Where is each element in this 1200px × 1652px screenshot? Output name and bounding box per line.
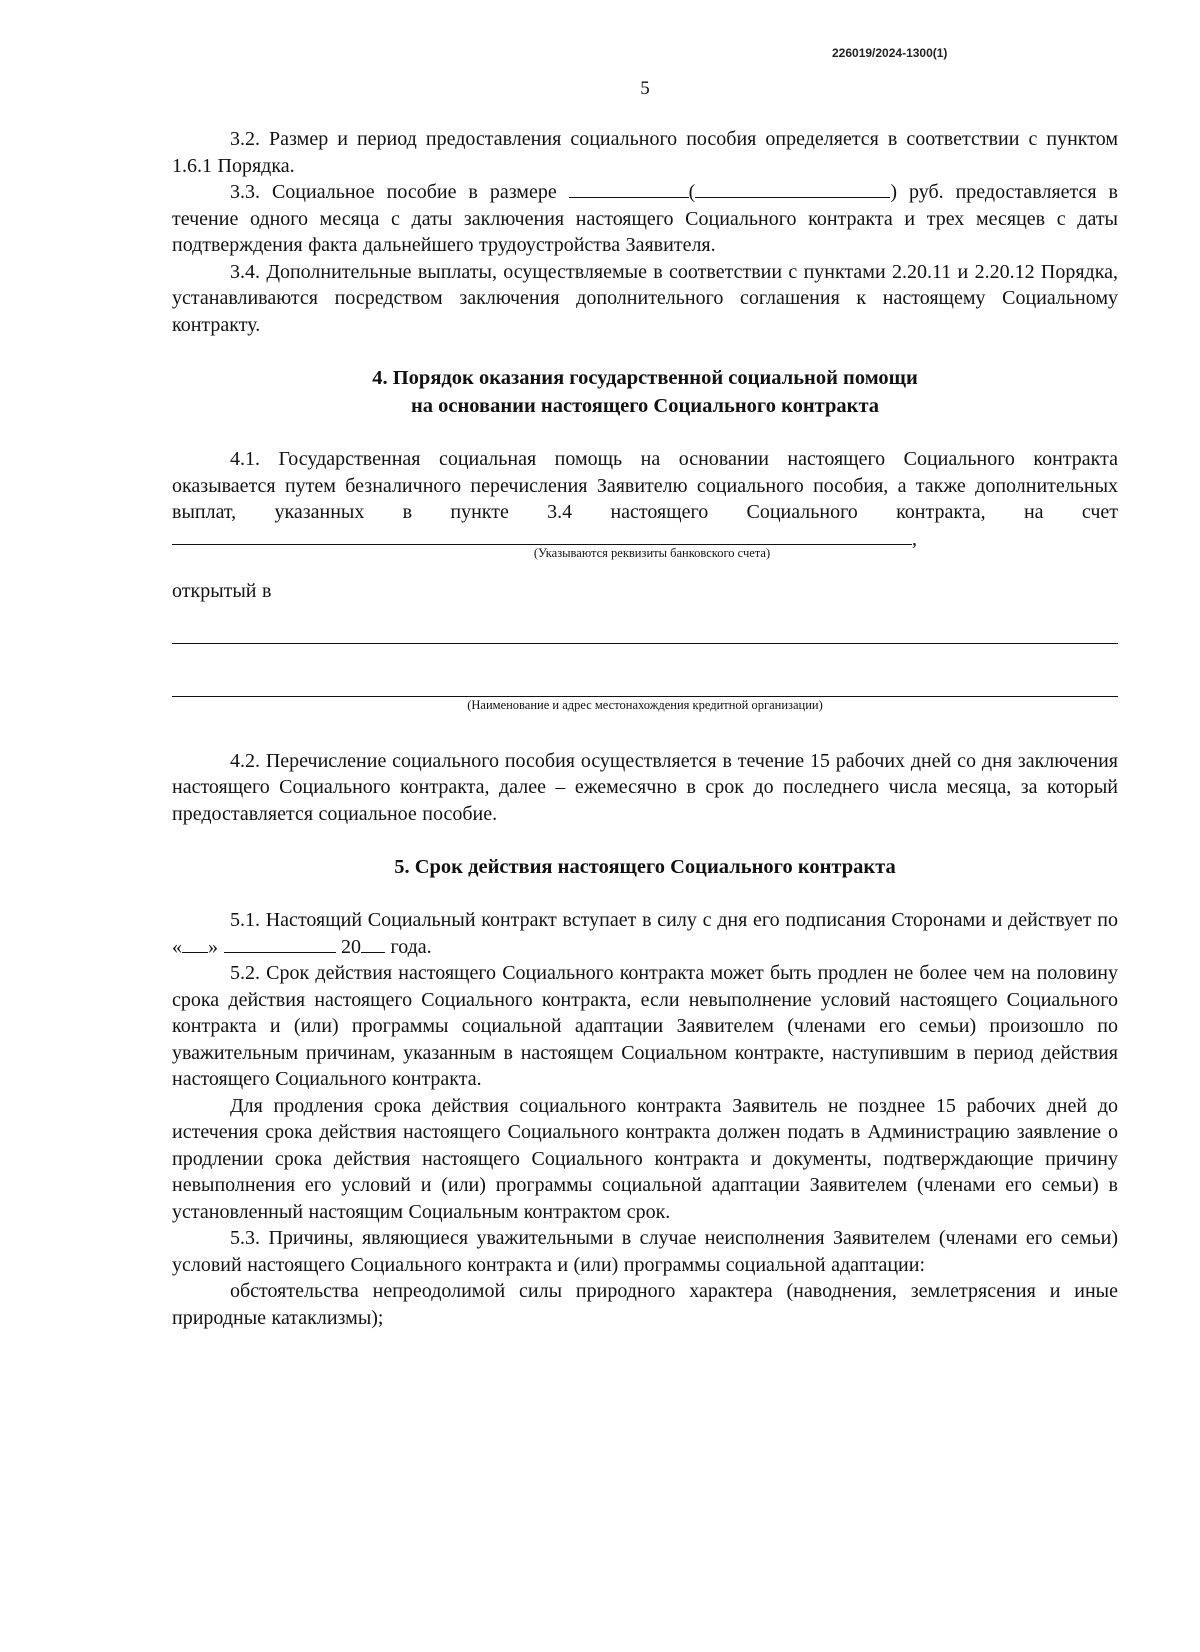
year-suffix: года.	[390, 935, 432, 958]
credit-org-line-2	[172, 696, 1118, 697]
clause-5-1-quote: »	[208, 935, 218, 958]
section-4-title-line2: на основании настоящего Социального контракта	[410, 395, 880, 417]
clause-4-2: 4.2. Перечисление социального пособия осуществляется в течение 15 рабочих дней со дня заключения настоящего Социального контракта, далее – ежемесячно в срок до последнего числа месяца, за который предоставляется социальное пособие.	[172, 749, 1118, 825]
clause-5-1-text: 5.1. Настоящий Социальный контракт вступает в силу с дня его подписания Сторонами и действует по «	[172, 909, 1118, 958]
bank-account-blank	[172, 526, 912, 545]
document-id: 226019/2024-1300(1)	[832, 46, 948, 60]
section-4-title-line1: 4. Порядок оказания государственной социальной помощи	[372, 367, 918, 389]
clause-5-3-item-1: обстоятельства непреодолимой силы природного характера (наводнения, землетрясения и иные природные катаклизмы);	[172, 1280, 1118, 1329]
clause-5-2-extension: Для продления срока действия социального контракта Заявитель не позднее 15 рабочих дней до истечения срока действия настоящего Социального контракта должен подать в Администрацию заявление о продлении срока действия настоящего Социального контракта и документы, подтверждающие причину невыполнения его условий и (или) программы социальной адаптации Заявителем (членами его семьи) в установленный настоящим Социальным контрактом срок.	[172, 1094, 1118, 1223]
amount-blank	[569, 179, 689, 198]
clause-5-1	[172, 907, 1118, 960]
clause-3-3-before: 3.3. Социальное пособие в размере	[230, 181, 557, 203]
year-prefix: 20	[341, 935, 361, 958]
section-5-title: 5. Срок действия настоящего Социального контракта	[394, 856, 896, 878]
credit-org-caption: (Наименование и адрес местонахождения кредитной организации)	[467, 697, 823, 712]
page-number: 5	[640, 78, 650, 99]
clause-4-1: 4.1. Государственная социальная помощь на основании настоящего Социального контракта оказывается путем безналичного перечисления Заявителю социального пособия, а также дополнительных выплат, указанных в пункте 3.4 настоящего Социального контракта, на счет ,	[172, 448, 1118, 550]
clause-5-3: 5.3. Причины, являющиеся уважительными в случае неисполнения Заявителем (членами его семьи) условий настоящего Социального контракта и (или) программы социальной адаптации:	[172, 1227, 1118, 1276]
month-blank	[224, 934, 336, 953]
clause-3-4: 3.4. Дополнительные выплаты, осуществляемые в соответствии с пунктами 2.20.11 и 2.20.12 Порядка, устанавливаются посредством заключения дополнительного соглашения к настоящему Социальному контракту.	[172, 260, 1118, 336]
day-blank	[182, 934, 208, 953]
document-body	[172, 126, 1118, 1331]
clause-3-3: 3.3. Социальное пособие в размере ( ) руб. предоставляется в течение одного месяца с даты заключения настоящего Социального контракта и трех месяцев с даты подтверждения факта дальнейшего трудоустройства Заявителя.	[172, 181, 1118, 256]
opened-in-label: открытый в	[172, 580, 272, 602]
clause-3-2: 3.2. Размер и период предоставления социального пособия определяется в соответствии с пунктом 1.6.1 Порядка.	[172, 128, 1118, 177]
clause-3-3-after: руб. предоставляется в течение одного месяца с даты заключения настоящего Социального контракта и трех месяцев с даты подтверждения факта дальнейшего трудоустройства Заявителя.	[172, 181, 1118, 256]
amount-words-blank	[695, 179, 890, 198]
year-blank	[361, 934, 385, 953]
bank-account-caption: (Указываются реквизиты банковского счета)	[533, 546, 771, 560]
clause-5-2: 5.2. Срок действия настоящего Социального контракта может быть продлен не более чем на половину срока действия настоящего Социального контракта, если невыполнение условий настоящего Социального контракта и (или) программы социальной адаптации Заявителем (членами его семьи) произошло по уважительным причинам, указанным в настоящем Социальном контракте, наступившим в период действия настоящего Социального контракта.	[172, 962, 1118, 1090]
clause-4-1-text: 4.1. Государственная социальная помощь на основании настоящего Социального контракта оказывается путем безналичного перечисления Заявителю социального пособия, а также дополнительных выплат, указанных в пункте 3.4 настоящего Социального контракта, на счет	[172, 448, 1118, 523]
